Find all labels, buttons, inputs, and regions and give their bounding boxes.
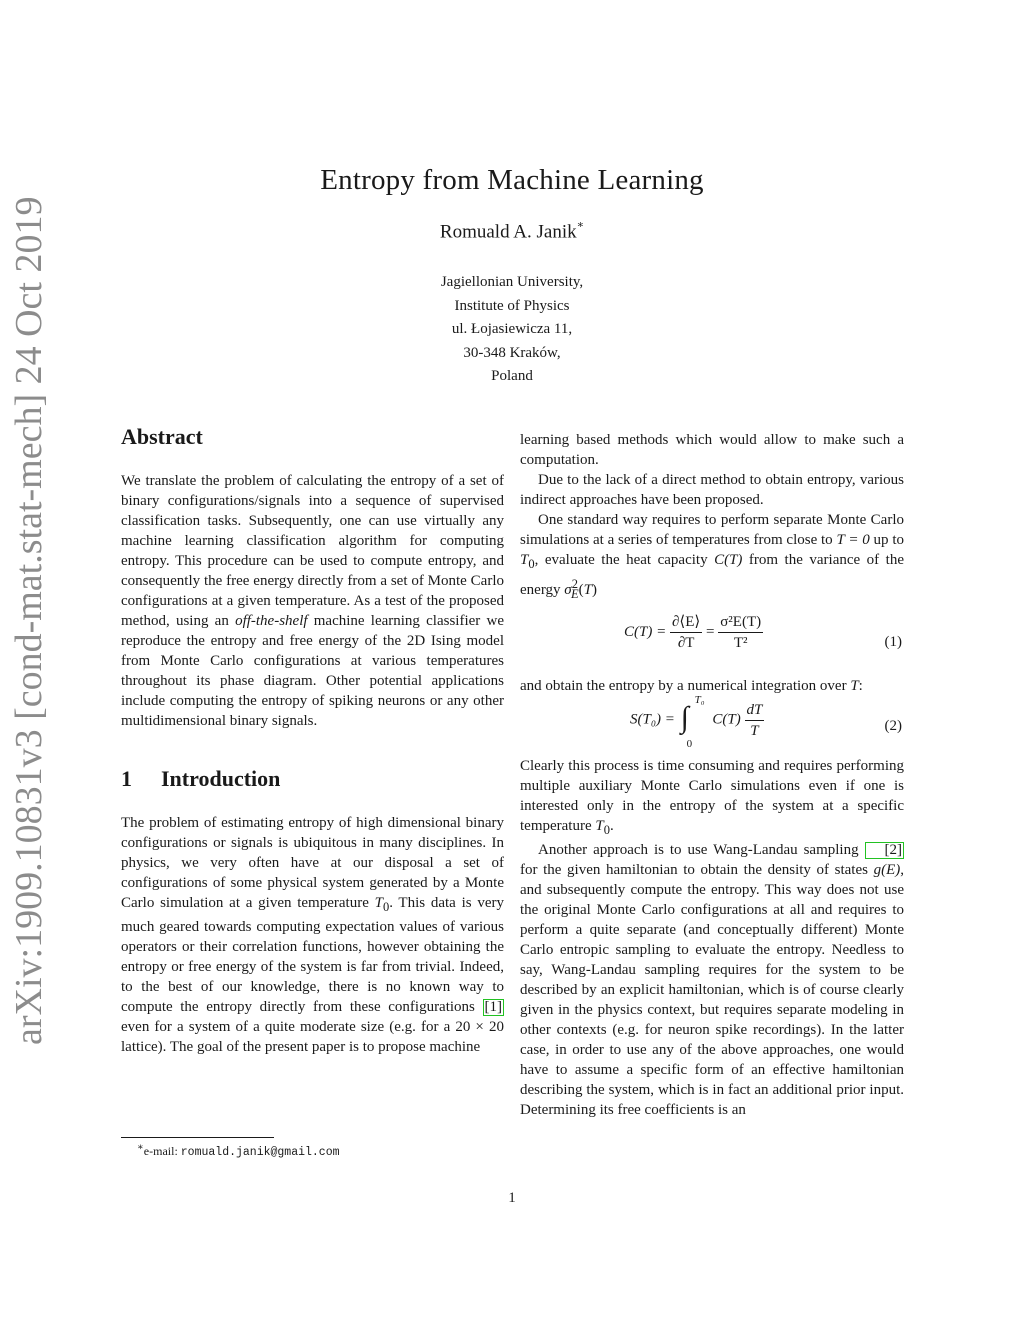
fraction: $\frac{\text{σ²E(T)}}{\text{T²}}$ <box>720 614 762 651</box>
paragraph: Another approach is to use Wang-Landau sampling [2] for the given hamiltonian to obtain the density of states g(E), and subsequently compute the entropy. This way does not use the original Monte Carlo configurations at all and requires to perform a quite separate (and conceptually different) Monte Carlo entropic sampling to evaluate the entropy. Needless to say, Wang-Landau sampling requires for the system to be described by an explicit hamiltonian, which is of course clearly given in the physics context, but requires separate modeling in other contexts (e.g. for neuron spike recordings). In the latter case, in order to use any of the above approaches, one would have to assume a specific form of an effective hamiltonian describing the system, which is in fact an additional prior input. Determining its free coefficients is an <box>520 842 904 1118</box>
author-name: Romuald A. Janik <box>439 221 577 243</box>
section-title: Introduction <box>161 766 281 791</box>
email-address[interactable]: romuald.janik@gmail.com <box>180 1146 340 1159</box>
footnote-rule <box>121 1137 274 1138</box>
right-column <box>520 430 904 1120</box>
affiliation-line: Jagiellonian University, <box>440 274 584 290</box>
affiliation-line: Poland <box>491 368 533 384</box>
affiliation-line: 30-348 Kraków, <box>463 344 561 361</box>
equation-number: (1) <box>884 634 902 650</box>
abstract-text: We translate the problem of calculating the entropy of a set of binary configurations/signals into a sequence of supervised classification tasks. Subsequently, one can use virtually any machine learning classification algorithm for computing entropy. This procedure can be used to compute entropy, and consequently the free energy directly from a set of Monte Carlo configurations at a given temperature. As a test of the proposed method, using an off-the-shelf machine learning classifier we reproduce the entropy and free energy of the 2D Ising model from Monte Carlo configurations at various temperatures throughout its phase diagram. Other potential applications include computing the entropy of spiking neurons or any other multidimensional binary signals. <box>121 473 504 729</box>
introduction-heading <box>121 765 504 793</box>
paragraph: Clearly this process is time consuming and requires performing multiple auxiliary Monte Carlo simulations even if one is interested only in the entropy of the system at a specific temperature $T_0$. <box>520 758 904 837</box>
author-line <box>0 220 1024 243</box>
emphasis: off-the-shelf <box>235 613 308 629</box>
citation-link-1[interactable]: [1] <box>484 999 502 1015</box>
equation-1: C(T) = $\frac{\partial⟨E⟩}{\partial T}$ = $\frac{\text{σ²E(T)}}{\text{T²}}$ (1) <box>624 614 902 651</box>
author-footnote-mark: ∗ <box>576 219 585 231</box>
paragraph: One standard way requires to perform separate Monte Carlo simulations at a series of temperatures from close to T = 0 up to $T_0$, evaluate the heat capacity C(T) from the variance of the energy $\sigma^2_E(T)$ <box>520 512 904 601</box>
paragraph: and obtain the entropy by a numerical integration over T: <box>520 678 863 694</box>
paragraph: learning based methods which would allow to make such a computation. <box>520 432 904 468</box>
left-column <box>121 423 504 1057</box>
fraction: $\frac{\partial⟨E⟩}{\partial T}$ <box>671 614 701 651</box>
affiliation-line: Institute of Physics <box>454 297 570 314</box>
arxiv-stamp: arXiv:1909.10831v3 [cond-mat.stat-mech] 24 Oct 2019 <box>8 196 50 1045</box>
footnote: ∗e-mail: romuald.janik@gmail.com <box>137 1142 340 1159</box>
affiliation-line: ul. Łojasiewicza 11, <box>451 321 573 337</box>
equation-2: S(T₀) = ∫ T₀ 0 C(T) $\frac{dT}{T}$ (2) <box>630 694 902 750</box>
equation-number: (2) <box>884 718 902 734</box>
fraction: $\frac{dT}{T}$ <box>746 701 763 739</box>
affiliation <box>0 271 1024 389</box>
integral-sign: ∫ <box>680 701 689 734</box>
paragraph: Due to the lack of a direct method to obtain entropy, various indirect approaches have been proposed. <box>520 472 904 508</box>
paper-title: Entropy from Machine Learning <box>320 164 704 196</box>
page-number: 1 <box>508 1190 516 1206</box>
abstract-heading: Abstract <box>121 424 203 449</box>
section-number: 1 <box>121 766 132 791</box>
intro-paragraph: The problem of estimating entropy of high dimensional binary configurations or signals is ubiquitous in many disciplines. In physics, we very often have at our disposal a set of configurations of some physical system generated by a Monte Carlo simulation at a given temperature $T_0$. This data is very much geared towards computing expectation values of various operators or their correlation functions, however obtaining the entropy or free energy of the system is far from trivial. Indeed, to the best of our knowledge, there is no known way to compute the entropy directly from these configurations [1] even for a system of a quite moderate size (e.g. for a 20 × 20 lattice). The goal of the present paper is to propose machine <box>121 815 504 1055</box>
citation-link-2[interactable]: [2] <box>865 842 905 859</box>
